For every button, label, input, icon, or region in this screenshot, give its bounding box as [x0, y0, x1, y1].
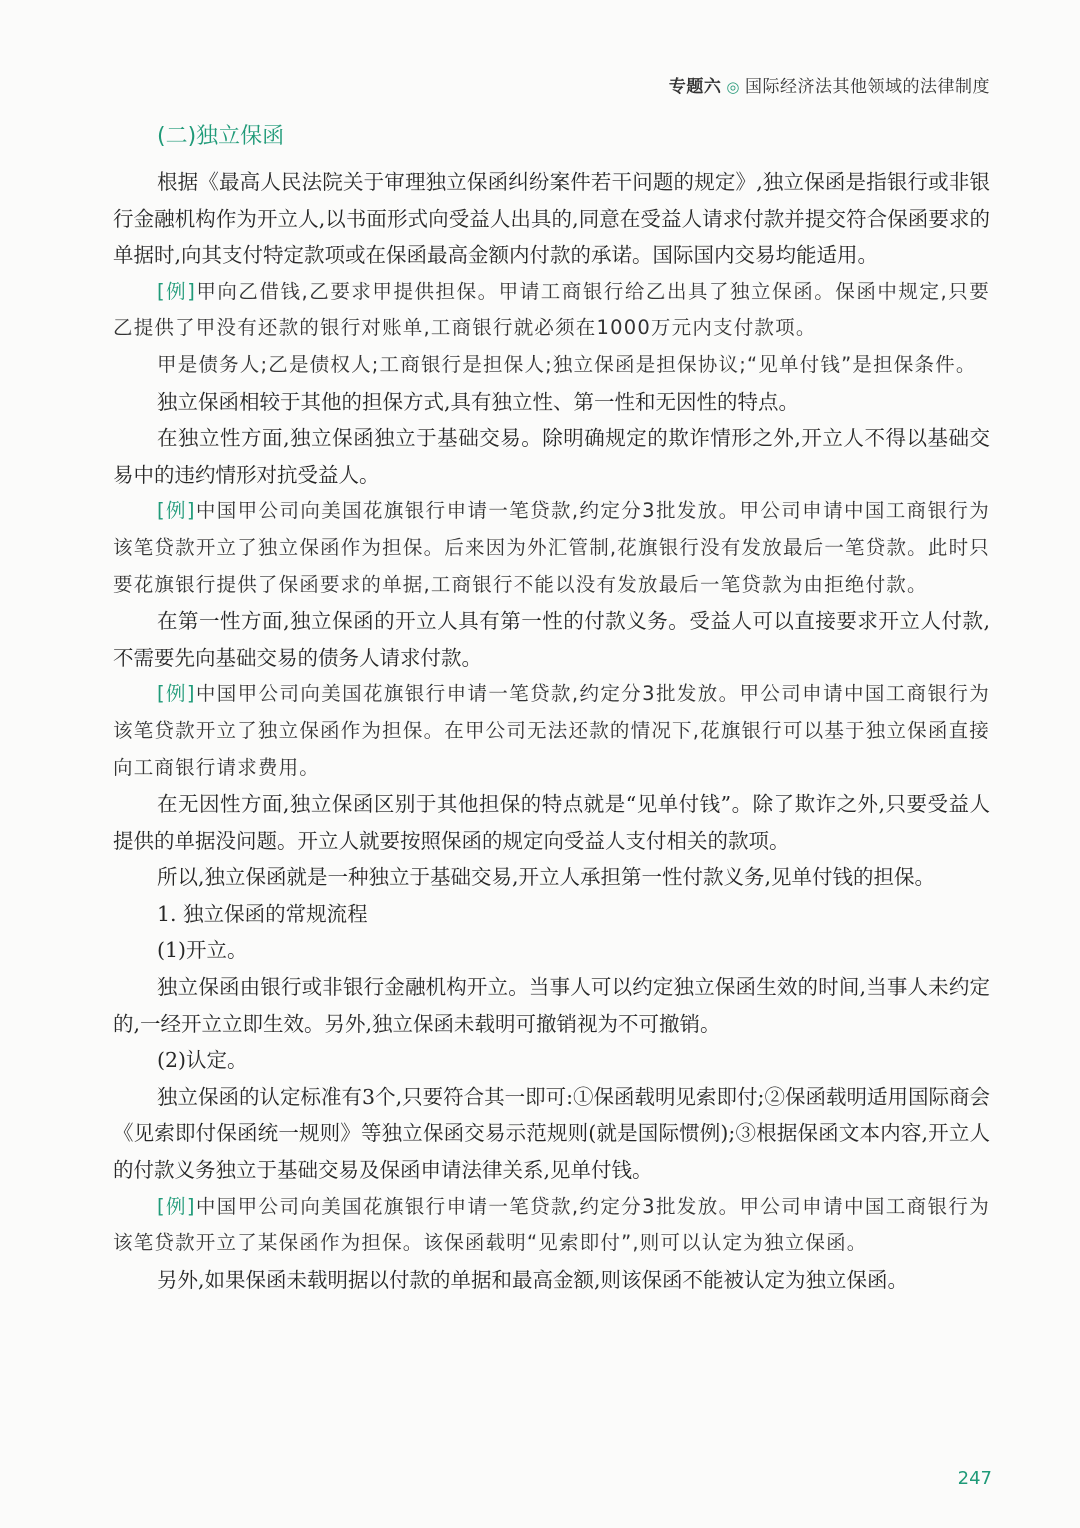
paragraph-independence: 在独立性方面,独立保函独立于基础交易。除明确规定的欺诈情形之外,开立人不得以基础交易中的违约情形对抗受益人。: [113, 426, 990, 487]
paragraph-features: 独立保函相较于其他的担保方式,具有独立性、第一性和无因性的特点。: [157, 389, 800, 414]
example-1-text: 甲向乙借钱,乙要求甲提供担保。甲请工商银行给乙出具了独立保函。保函中规定,只要乙提供了甲没有还款的银行对账单,工商银行就必须在1000万元内支付款项。: [113, 279, 990, 340]
paragraph-non-causal: 在无因性方面,独立保函区别于其他担保的特点就是“见单付钱”。除了欺诈之外,只要受益人提供的单据没问题。开立人就要按照保函的规定向受益人支付相关的款项。: [113, 792, 990, 853]
page-number: 247: [957, 1468, 992, 1489]
example-1: [113, 274, 990, 347]
section-title: (二)独立保函: [157, 124, 285, 149]
paragraph-exception: 另外,如果保函未载明据以付款的单据和最高金额,则该保函不能被认定为独立保函。: [157, 1267, 909, 1292]
example-1-explanation: 甲是债务人;乙是债权人;工商银行是担保人;独立保函是担保协议;“见单付钱”是担保条件。: [157, 352, 977, 376]
example-3-text: 中国甲公司向美国花旗银行申请一笔贷款,约定分3批发放。甲公司申请中国工商银行为该笔贷款开立了独立保函作为担保。在甲公司无法还款的情况下,花旗银行可以基于独立保函直接向工商银行请求费用。: [113, 682, 990, 779]
example-tag: [例]: [157, 279, 196, 303]
example-tag: [例]: [157, 499, 196, 523]
example-4-text: 中国甲公司向美国花旗银行申请一笔贷款,约定分3批发放。甲公司申请中国工商银行为该笔贷款开立了某保函作为担保。该保函载明“见索即付”,则可以认定为独立保函。: [113, 1194, 990, 1255]
paragraph-determination: 独立保函的认定标准有3个,只要符合其一即可:①保函载明见索即付;②保函载明适用国际商会《见索即付保函统一规则》等独立保函交易示范规则(就是国际惯例);③根据保函文本内容,开立人的付款义务独立于基础交易及保函申请法律关系,见单付钱。: [113, 1084, 990, 1183]
heading-determination: (2)认定。: [157, 1048, 248, 1073]
paragraph-primary: 在第一性方面,独立保函的开立人具有第一性的付款义务。受益人可以直接要求开立人付款,不需要先向基础交易的债务人请求付款。: [113, 609, 990, 670]
heading-process: 1. 独立保函的常规流程: [157, 901, 368, 926]
example-3: [113, 676, 990, 786]
header-separator-icon: ◎: [726, 78, 740, 96]
header-chapter: 专题六: [668, 77, 722, 97]
example-tag: [例]: [157, 1194, 196, 1218]
header-title: 国际经济法其他领域的法律制度: [745, 77, 990, 97]
example-2-text: 中国甲公司向美国花旗银行申请一笔贷款,约定分3批发放。甲公司申请中国工商银行为该笔贷款开立了独立保函作为担保。后来因为外汇管制,花旗银行没有发放最后一笔贷款。此时只要花旗银行提供了保函要求的单据,工商银行不能以没有发放最后一笔贷款为由拒绝付款。: [113, 499, 990, 596]
running-header: [669, 72, 990, 97]
page-body: [113, 120, 990, 1298]
paragraph-summary: 所以,独立保函就是一种独立于基础交易,开立人承担第一性付款义务,见单付钱的担保。: [157, 865, 936, 890]
example-4: [113, 1189, 990, 1262]
heading-issuance: (1)开立。: [157, 938, 248, 963]
paragraph-issuance: 独立保函由银行或非银行金融机构开立。当事人可以约定独立保函生效的时间,当事人未约定的,一经开立立即生效。另外,独立保函未载明可撤销视为不可撤销。: [113, 975, 990, 1036]
example-tag: [例]: [157, 682, 196, 706]
example-2: [113, 493, 990, 603]
paragraph-definition: 根据《最高人民法院关于审理独立保函纠纷案件若干问题的规定》,独立保函是指银行或非银行金融机构作为开立人,以书面形式向受益人出具的,同意在受益人请求付款并提交符合保函要求的单据时,向其支付特定款项或在保函最高金额内付款的承诺。国际国内交易均能适用。: [113, 170, 990, 268]
